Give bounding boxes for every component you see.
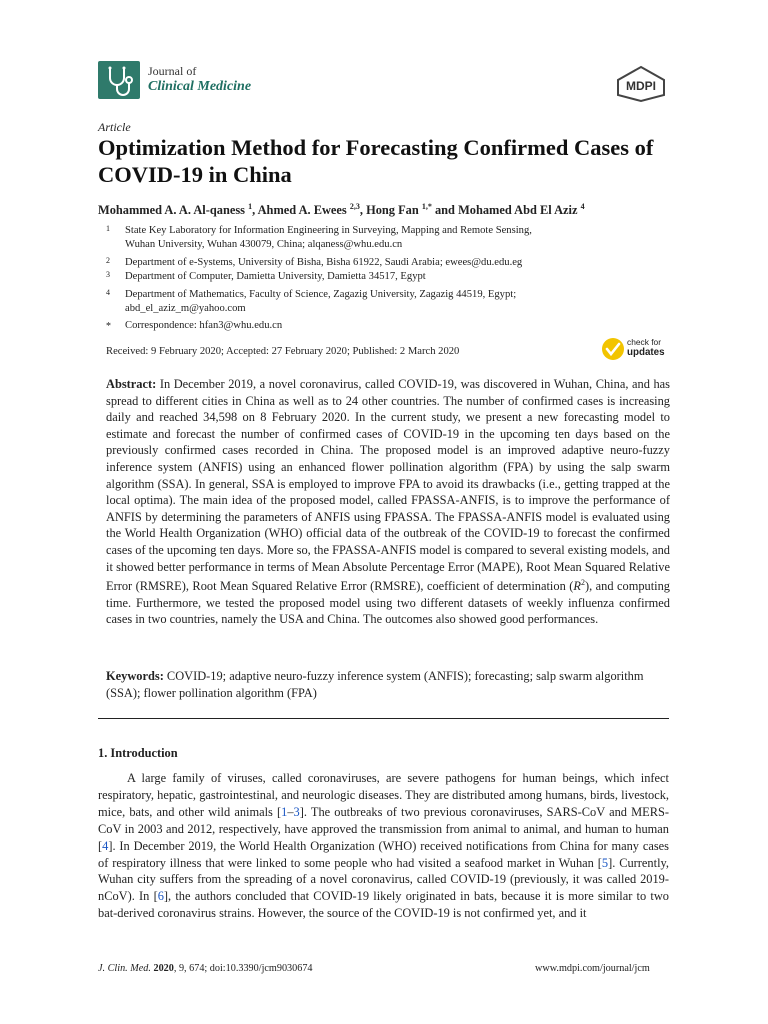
- affiliation-item: [100, 256, 660, 270]
- stethoscope-icon: [98, 61, 140, 99]
- journal-of-label: Journal of: [148, 64, 197, 78]
- intro-text: ]. Currently, Wuhan city suffers from the spreading of a novel coronavirus, called COVID-19 (previously, it was called 2019-nCoV). In [: [98, 855, 669, 904]
- article-type: Article: [98, 120, 131, 134]
- abstract-text-end: ), and computing time. Furthermore, we tested the proposed model using two different datasets of weekly influenza confirmed cases in two countries, namely the USA and China. The outcomes also showed good performances.: [106, 579, 671, 627]
- keywords-text: COVID-19; adaptive neuro-fuzzy inference system (ANFIS); forecasting; salp swarm algorithm (SSA); flower pollination algorithm (FPA): [106, 669, 644, 700]
- intro-text: ], the authors concluded that COVID-19 likely originated in bats, because it is more similar to two bat-derived coronavirus strains. However, the source of the COVID-19 is not confirmed yet, and it: [98, 889, 669, 921]
- check-line1: check for: [627, 337, 661, 347]
- footer-year: 2020: [153, 963, 174, 974]
- intro-text: A large family of viruses, called coronaviruses, are severe pathogens for human beings, which infect respiratory, hepatic, gastrointestinal, and neurologic diseases. They are distributed among humans, birds, livestock, mice, bats, and other wild animals [: [98, 771, 669, 819]
- author-name[interactable]: Ahmed A. Ewees: [257, 203, 347, 218]
- abstract-text: In December 2019, a novel coronavirus, called COVID-19, was discovered in Wuhan, China, and has spread to different cities in China as well as to 24 other countries. The number of confirmed cases is increasing daily and reached 34,598 on 8 February 2020. In the current study, we present a new forecasting model to estimate and forecast the number of confirmed cases of COVID-19 in the upcoming ten days based on the previously confirmed cases recorded in China. The proposed model is an improved adaptive neuro-fuzzy inference system (ANFIS) using an enhanced flower pollination algorithm (FPA) by using the salp swarm algorithm (SSA). In general, SSA is employed to improve FPA to avoid its drawbacks (i.e., getting trapped at the local optima). The main idea of the proposed model, called FPASSA-ANFIS, is to improve the performance of ANFIS by determining the parameters of ANFIS using FPASSA. The FPASSA-ANFIS model is evaluated using the World Health Organization (WHO) official data of the outbreak of the COVID-19 to forecast the confirmed cases of the upcoming ten days. More so, the FPASSA-ANFIS model is compared to several existing models, and it showed better performance in terms of Mean Absolute Percentage Error (MAPE), Root Mean Squared Relative Error (RMSRE), Root Mean Squared Relative Error (RMSRE), coefficient of determination (: [106, 377, 670, 594]
- citation-link[interactable]: 4: [102, 838, 109, 853]
- author-list: [98, 202, 678, 218]
- affiliation-number: 1: [106, 224, 110, 233]
- journal-logo: [98, 61, 140, 99]
- affiliation-line: Department of Computer, Damietta University, Damietta 34517, Egypt: [125, 271, 426, 283]
- check-line2: updates: [627, 347, 665, 358]
- citation-link[interactable]: 5: [601, 855, 609, 870]
- affiliation-number: 4: [106, 287, 110, 297]
- r-superscript: 2: [580, 578, 585, 588]
- intro-text: ]. In December 2019, the World Health Organization (WHO) received notifications from China for many cases of respiratory illness that were linked to some people who had visited a seafood market in Wuhan [: [98, 838, 669, 870]
- publisher-name: MDPI: [626, 79, 656, 93]
- affiliation-item: [100, 288, 660, 317]
- article-title: Optimization Method for Forecasting Confirmed Cases of COVID-19 in China: [98, 135, 654, 187]
- affiliation-number: 2: [106, 255, 110, 265]
- abstract: [106, 376, 670, 628]
- journal-name: Clinical Medicine: [148, 79, 252, 94]
- publication-dates: Received: 9 February 2020; Accepted: 27 February 2020; Published: 2 March 2020: [106, 346, 460, 357]
- footer-url[interactable]: www.mdpi.com/journal/jcm: [535, 963, 650, 974]
- citation-link[interactable]: 6: [157, 889, 164, 904]
- correspondence-mark: *: [106, 321, 111, 333]
- affiliation-line: Wuhan University, Wuhan 430079, China; alqaness@whu.edu.cn: [125, 239, 403, 251]
- affiliation-line: Department of e-Systems, University of Bisha, Bisha 61922, Saudi Arabia; ewees@du.edu.eg: [125, 256, 523, 268]
- keywords-label: Keywords:: [106, 669, 164, 683]
- affiliation-item: [100, 224, 660, 253]
- affiliation-line: Department of Mathematics, Faculty of Science, Zagazig University, Zagazig 44519, Egypt;: [125, 288, 517, 300]
- author-separator: ,: [252, 203, 258, 218]
- keywords: [106, 668, 670, 701]
- intro-paragraph: [98, 770, 669, 922]
- author-name[interactable]: Mohammed A. A. Al-qaness: [98, 203, 245, 218]
- author-affil-mark: 1: [248, 202, 253, 211]
- section-divider: [98, 718, 669, 719]
- mdpi-logo[interactable]: [613, 65, 669, 103]
- author-affil-mark: 4: [580, 202, 585, 211]
- check-for-updates-text: [627, 337, 665, 358]
- r-symbol: R: [573, 579, 581, 594]
- author-affil-mark: 1,*: [421, 202, 432, 211]
- author-name[interactable]: Hong Fan: [366, 203, 419, 218]
- affiliation-number: 3: [106, 270, 110, 280]
- author-affil-mark: 2,3: [349, 202, 360, 211]
- affiliation-line: State Key Laboratory for Information Engineering in Surveying, Mapping and Remote Sensing,: [125, 225, 532, 236]
- affiliation-item: [100, 270, 660, 284]
- author-name[interactable]: Mohamed Abd El Aziz: [458, 203, 578, 218]
- affiliation-line: abd_el_aziz_m@yahoo.com: [125, 303, 246, 315]
- citation-link[interactable]: 1: [281, 804, 288, 819]
- abstract-label: Abstract:: [106, 377, 157, 391]
- correspondence-line: Correspondence: hfan3@whu.edu.cn: [125, 320, 283, 332]
- author-separator: ,: [359, 203, 367, 218]
- citation-link[interactable]: 3: [293, 804, 300, 819]
- check-icon: [602, 338, 624, 360]
- footer-journal-abbrev: J. Clin. Med.: [98, 963, 151, 974]
- footer-doi: , 9, 674; doi:10.3390/jcm9030674: [173, 963, 313, 974]
- section-heading: 1. Introduction: [98, 746, 178, 760]
- author-separator: and: [431, 203, 459, 218]
- affiliation-list: [100, 224, 660, 334]
- intro-text: –: [287, 804, 294, 819]
- intro-text: ]. The outbreaks of two previous coronaviruses, SARS-CoV and MERS-CoV in 2003 and 2012, respectively, have approved the transmission from animal to animal, and human to human [: [98, 804, 669, 853]
- correspondence-item: [100, 319, 660, 333]
- footer-citation: [98, 963, 313, 974]
